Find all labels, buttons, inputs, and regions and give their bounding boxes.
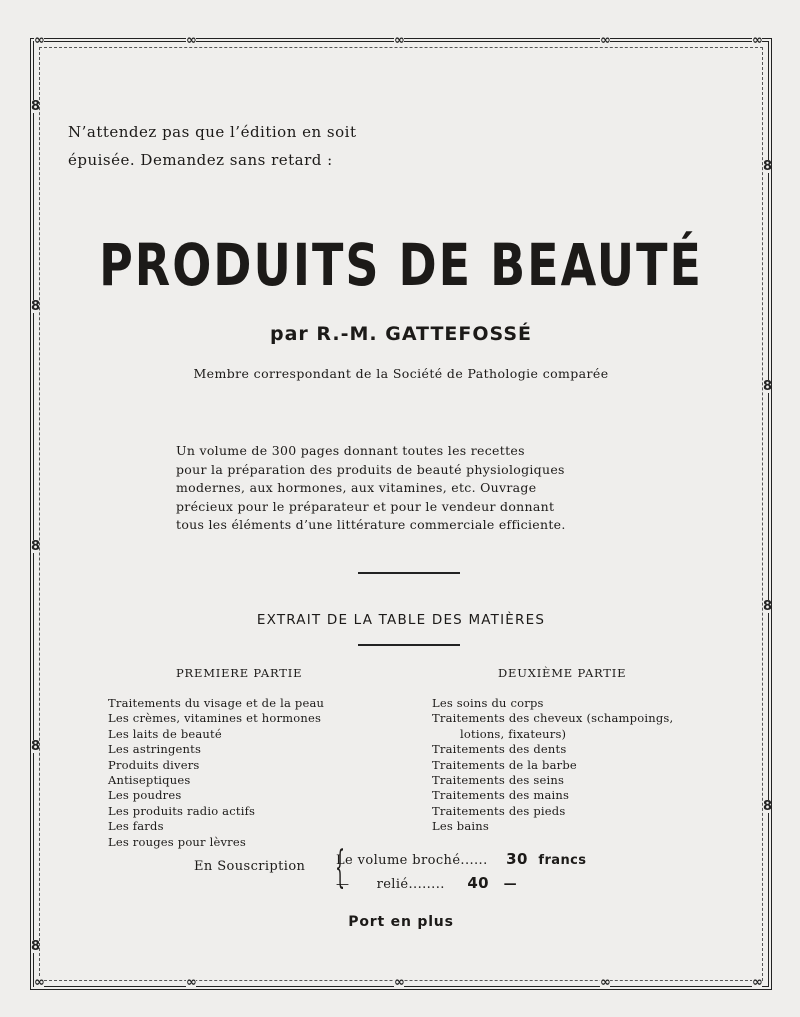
list-item: Les rouges pour lèvres [108, 834, 246, 849]
ornament-icon: ∞ [600, 975, 610, 990]
ornament-icon: ∞ [186, 975, 196, 990]
ornament-icon: 8 [31, 99, 40, 114]
divider-rule [358, 572, 460, 574]
list-item: Traitements des seins [432, 773, 565, 788]
intro-line-1: N’attendez pas que l’édition en soit [68, 123, 357, 141]
ornament-icon: 8 [31, 939, 40, 954]
ornament-icon: ∞ [34, 975, 44, 990]
shipping-note: Port en plus [348, 914, 454, 930]
list-item: Les crèmes, vitamines et hormones [108, 711, 322, 726]
part2-heading: DEUXIÈME PARTIE [498, 666, 627, 680]
author-line: par R.-M. GATTEFOSSÉ [269, 323, 533, 345]
price-value: 40 [467, 874, 490, 892]
ornament-icon: ∞ [394, 33, 404, 48]
subscription-label: En Souscription [194, 859, 306, 874]
ornament-icon: 8 [763, 799, 772, 814]
description-line-5: tous les éléments d’une littérature commerciale efficiente. [176, 517, 566, 532]
advertisement-page [30, 38, 772, 990]
list-item: Les produits radio actifs [108, 803, 256, 818]
list-item: Les soins du corps [432, 696, 544, 710]
description-line-4: précieux pour le préparateur et pour le vendeur donnant [176, 498, 555, 514]
ornament-icon: ∞ [186, 33, 196, 48]
ornament-icon: ∞ [394, 975, 404, 990]
list-item: Les astringents [108, 742, 202, 757]
ornament-icon: ∞ [34, 33, 44, 48]
ornament-icon: 8 [763, 379, 772, 394]
price-row-text: Le volume broché...... [336, 853, 488, 868]
part1-heading: PREMIERE PARTIE [176, 666, 303, 680]
ornament-icon: 8 [31, 539, 40, 554]
intro-line-2: épuisée. Demandez sans retard : [68, 151, 333, 169]
author-affiliation: Membre correspondant de la Société de Pathologie comparée [193, 366, 609, 381]
brace-glyph: { [335, 842, 345, 893]
ornament-icon: 8 [31, 739, 40, 754]
list-item: Les poudres [108, 788, 182, 803]
list-item: Traitements des dents [432, 742, 567, 757]
list-item: Traitements de la barbe [432, 757, 577, 772]
ornament-icon: 8 [763, 599, 772, 614]
price-row-relie [336, 874, 517, 892]
ornament-icon: ∞ [600, 33, 610, 48]
list-item: lotions, fixateurs) [460, 726, 567, 741]
list-item: Traitements du visage et de la peau [108, 696, 325, 710]
price-value: 30 [506, 850, 528, 868]
book-title: PRODUITS DE BEAUTÉ [99, 231, 703, 299]
price-unit: — [503, 877, 517, 892]
part1-list [108, 696, 324, 850]
part2-list [432, 696, 673, 835]
list-item: Les bains [432, 819, 490, 834]
price-row-text: — relié........ [336, 877, 445, 892]
list-item: Traitements des pieds [432, 803, 566, 818]
list-item: Traitements des cheveux (schampoings, [432, 711, 674, 726]
list-item: Produits divers [108, 757, 200, 772]
description-line-3: modernes, aux hormones, aux vitamines, etc. Ouvrage [176, 480, 537, 495]
intro-text [68, 118, 356, 174]
divider-rule [358, 644, 460, 646]
description-line-2: pour la préparation des produits de beauté physiologiques [176, 461, 565, 477]
ornament-icon: ∞ [752, 975, 762, 990]
ornament-icon: ∞ [752, 33, 762, 48]
list-item: Les fards [108, 819, 164, 834]
price-row-broche [336, 850, 586, 868]
ornament-icon: 8 [763, 159, 772, 174]
book-description [176, 442, 640, 535]
description-line-1: Un volume de 300 pages donnant toutes les recettes [176, 443, 525, 458]
list-item: Les laits de beauté [108, 726, 222, 741]
list-item: Antiseptiques [108, 773, 191, 788]
list-item: Traitements des mains [432, 788, 570, 803]
ornament-icon: 8 [31, 299, 40, 314]
toc-title: EXTRAIT DE LA TABLE DES MATIÈRES [256, 612, 546, 628]
price-unit: francs [538, 853, 587, 868]
